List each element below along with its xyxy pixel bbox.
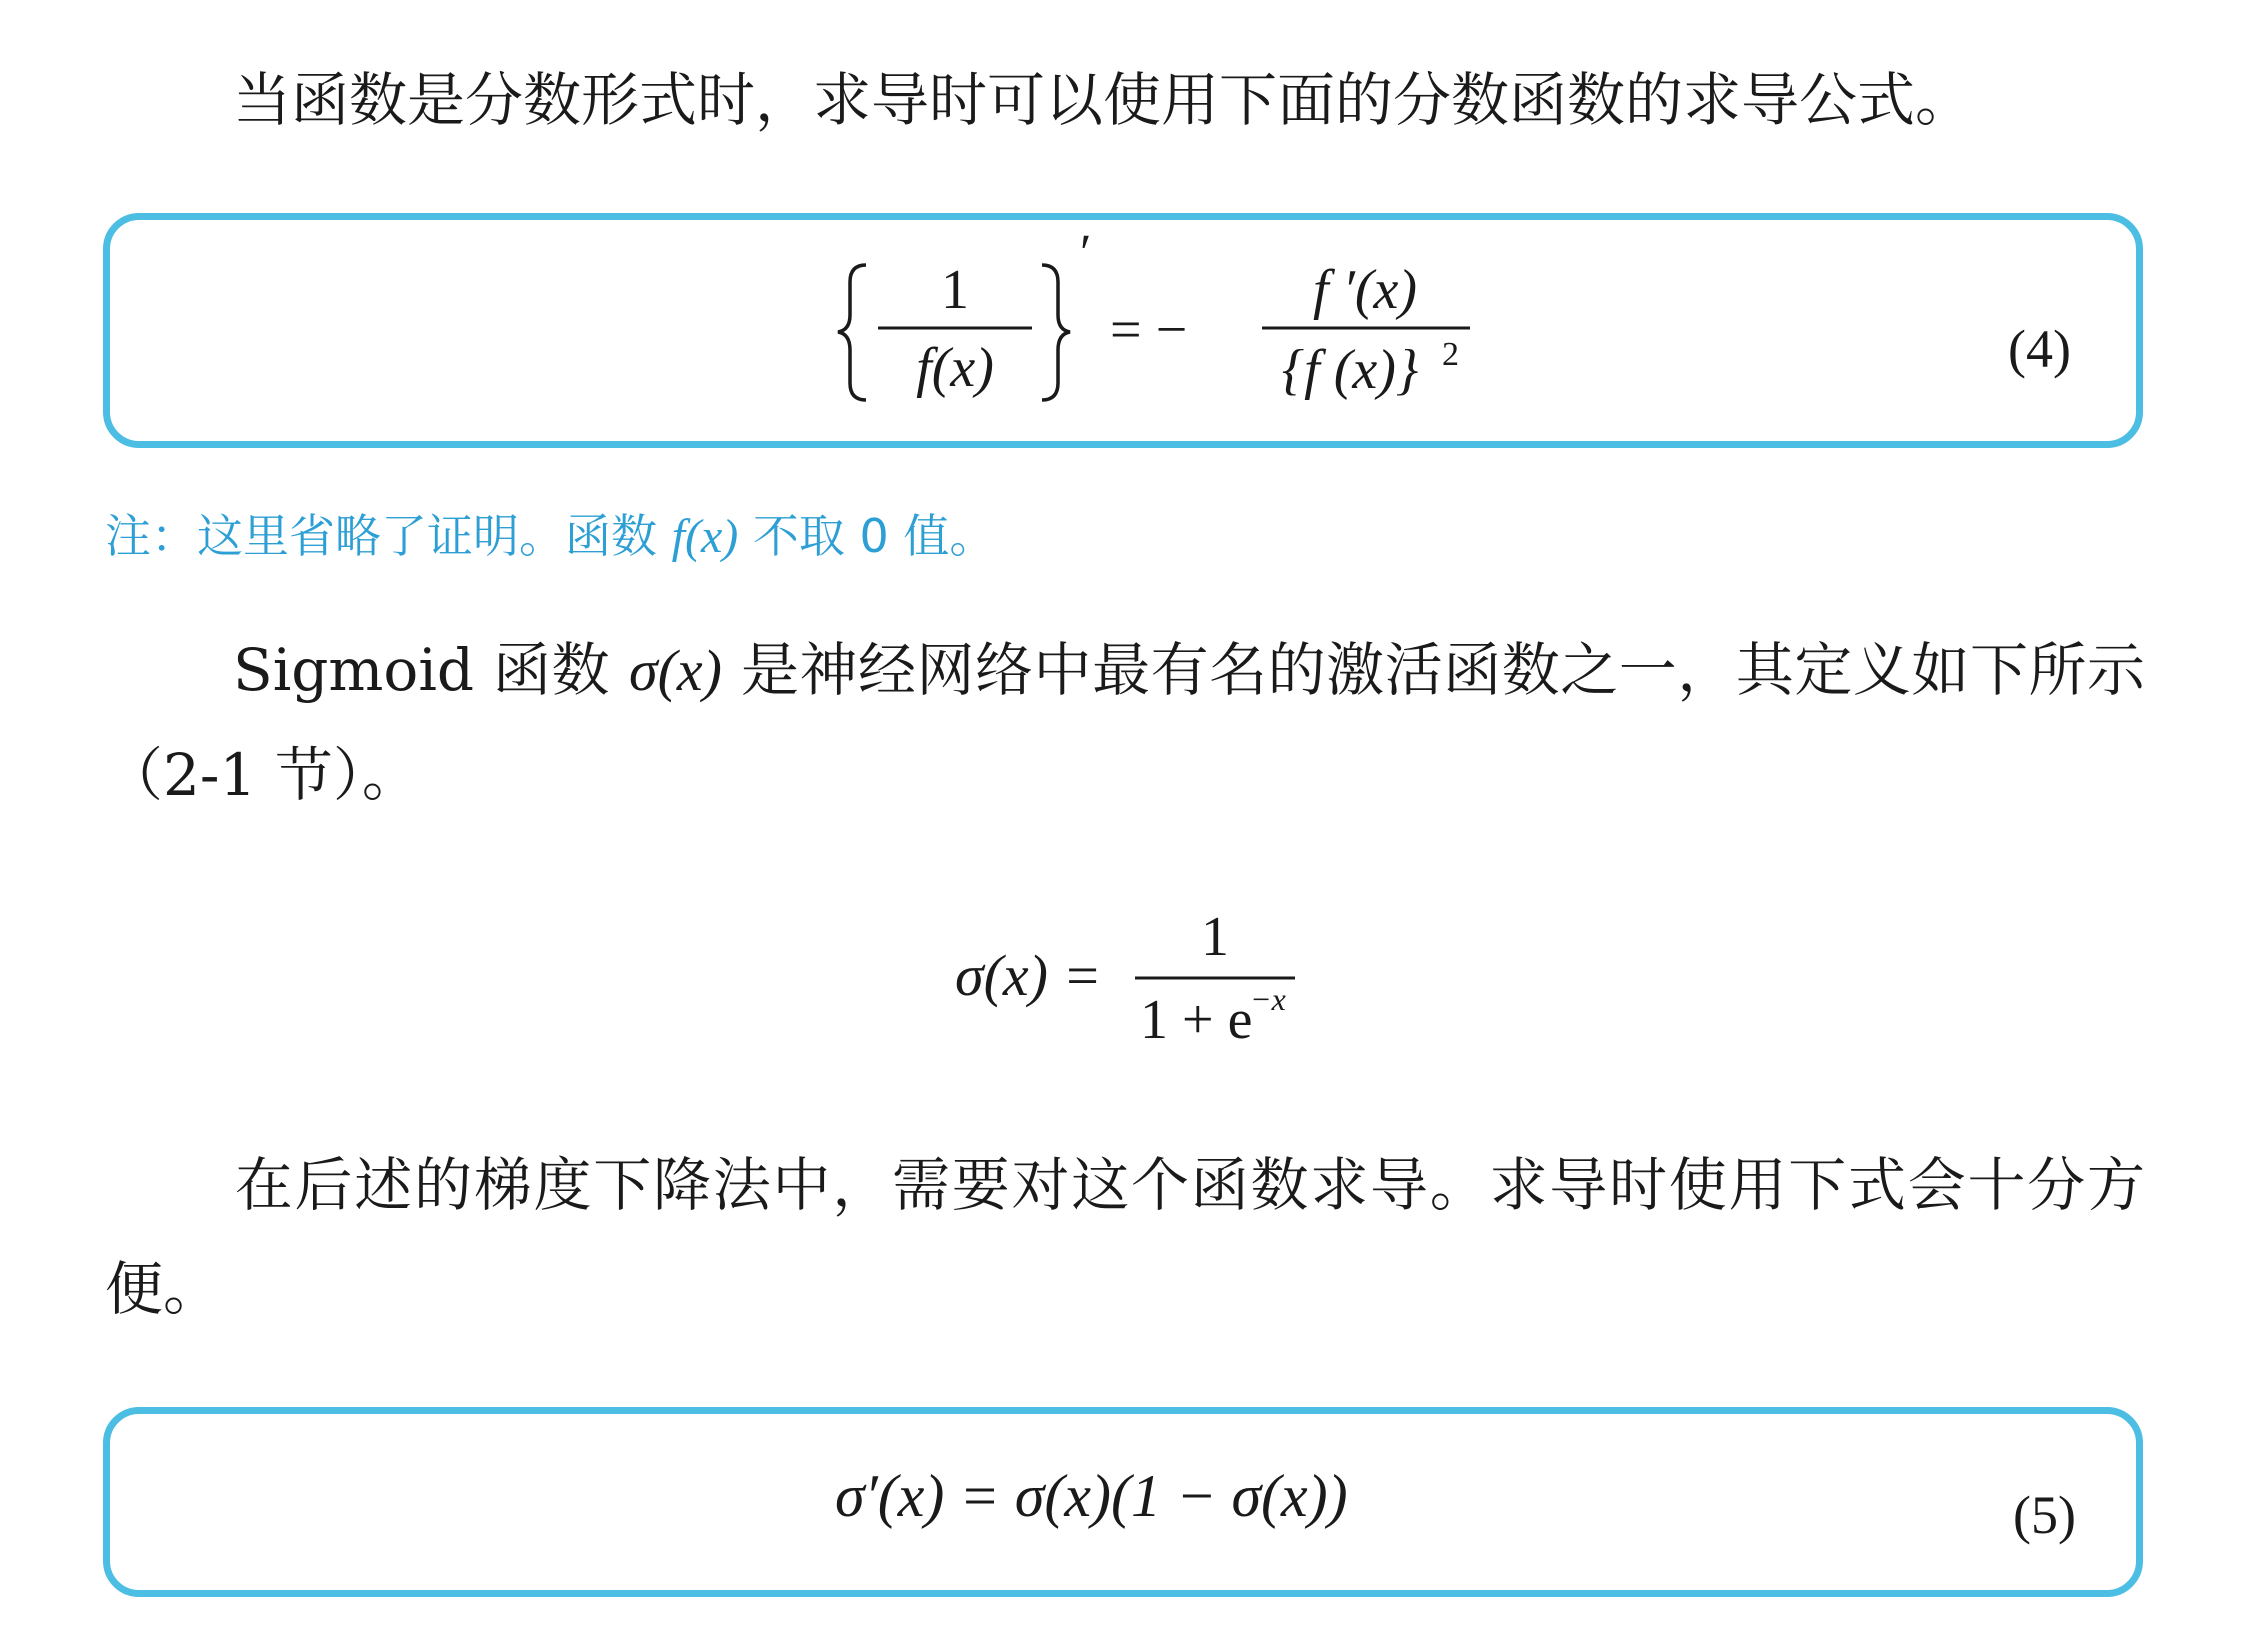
equation-4-box: [103, 213, 2143, 448]
equation-5-box: [103, 1407, 2143, 1597]
equation-5-formula: σ′(x) = σ(x)(1 − σ(x)): [835, 1463, 1348, 1529]
sigmoid-exponent: −x: [1250, 981, 1286, 1017]
equation-4-formula: [810, 220, 1710, 440]
sigmoid-denominator: 1 + e: [1140, 989, 1253, 1051]
lhs-numerator: 1: [941, 259, 969, 321]
rhs-denominator: {f (x)}: [1281, 339, 1419, 401]
paragraph-2-sigma: σ(x): [628, 638, 722, 703]
note-suffix: 不取 0 值。: [752, 509, 996, 563]
paragraph-3-text: 在后述的梯度下降法中，需要对这个函数求导。求导时使用下式会十分方便。: [105, 1151, 2145, 1323]
note-function: f(x): [671, 510, 739, 563]
equation-5-number: (5): [2013, 1485, 2076, 1545]
equation-4-number: (4): [2008, 319, 2071, 379]
note-prefix: 注：这里省略了证明。函数: [105, 509, 657, 563]
sigmoid-numerator: 1: [1201, 906, 1229, 968]
rhs-exponent: 2: [1442, 336, 1459, 373]
sigmoid-lhs: σ(x) =: [955, 943, 1102, 1008]
paragraph-2-start: Sigmoid 函数: [233, 636, 611, 704]
paragraph-2-end: 是神经网络中最有名的激活函数之一，其定义如下所示（2-1 节）。: [105, 636, 2145, 809]
sigmoid-definition-formula: [950, 895, 1350, 1065]
paragraph-1: [105, 48, 2145, 152]
rhs-numerator: f ′(x): [1313, 259, 1417, 321]
left-brace: [838, 265, 866, 400]
paragraph-1-text: 当函数是分数形式时，求导时可以使用下面的分数函数的求导公式。: [233, 66, 1974, 134]
lhs-denominator: f(x): [916, 337, 994, 399]
paragraph-2: [105, 618, 2145, 827]
right-brace: [1042, 265, 1070, 400]
derivative-prime: ′: [1080, 225, 1092, 282]
equals-minus: = −: [1110, 299, 1188, 361]
paragraph-3: [105, 1133, 2145, 1341]
note: [105, 500, 995, 566]
